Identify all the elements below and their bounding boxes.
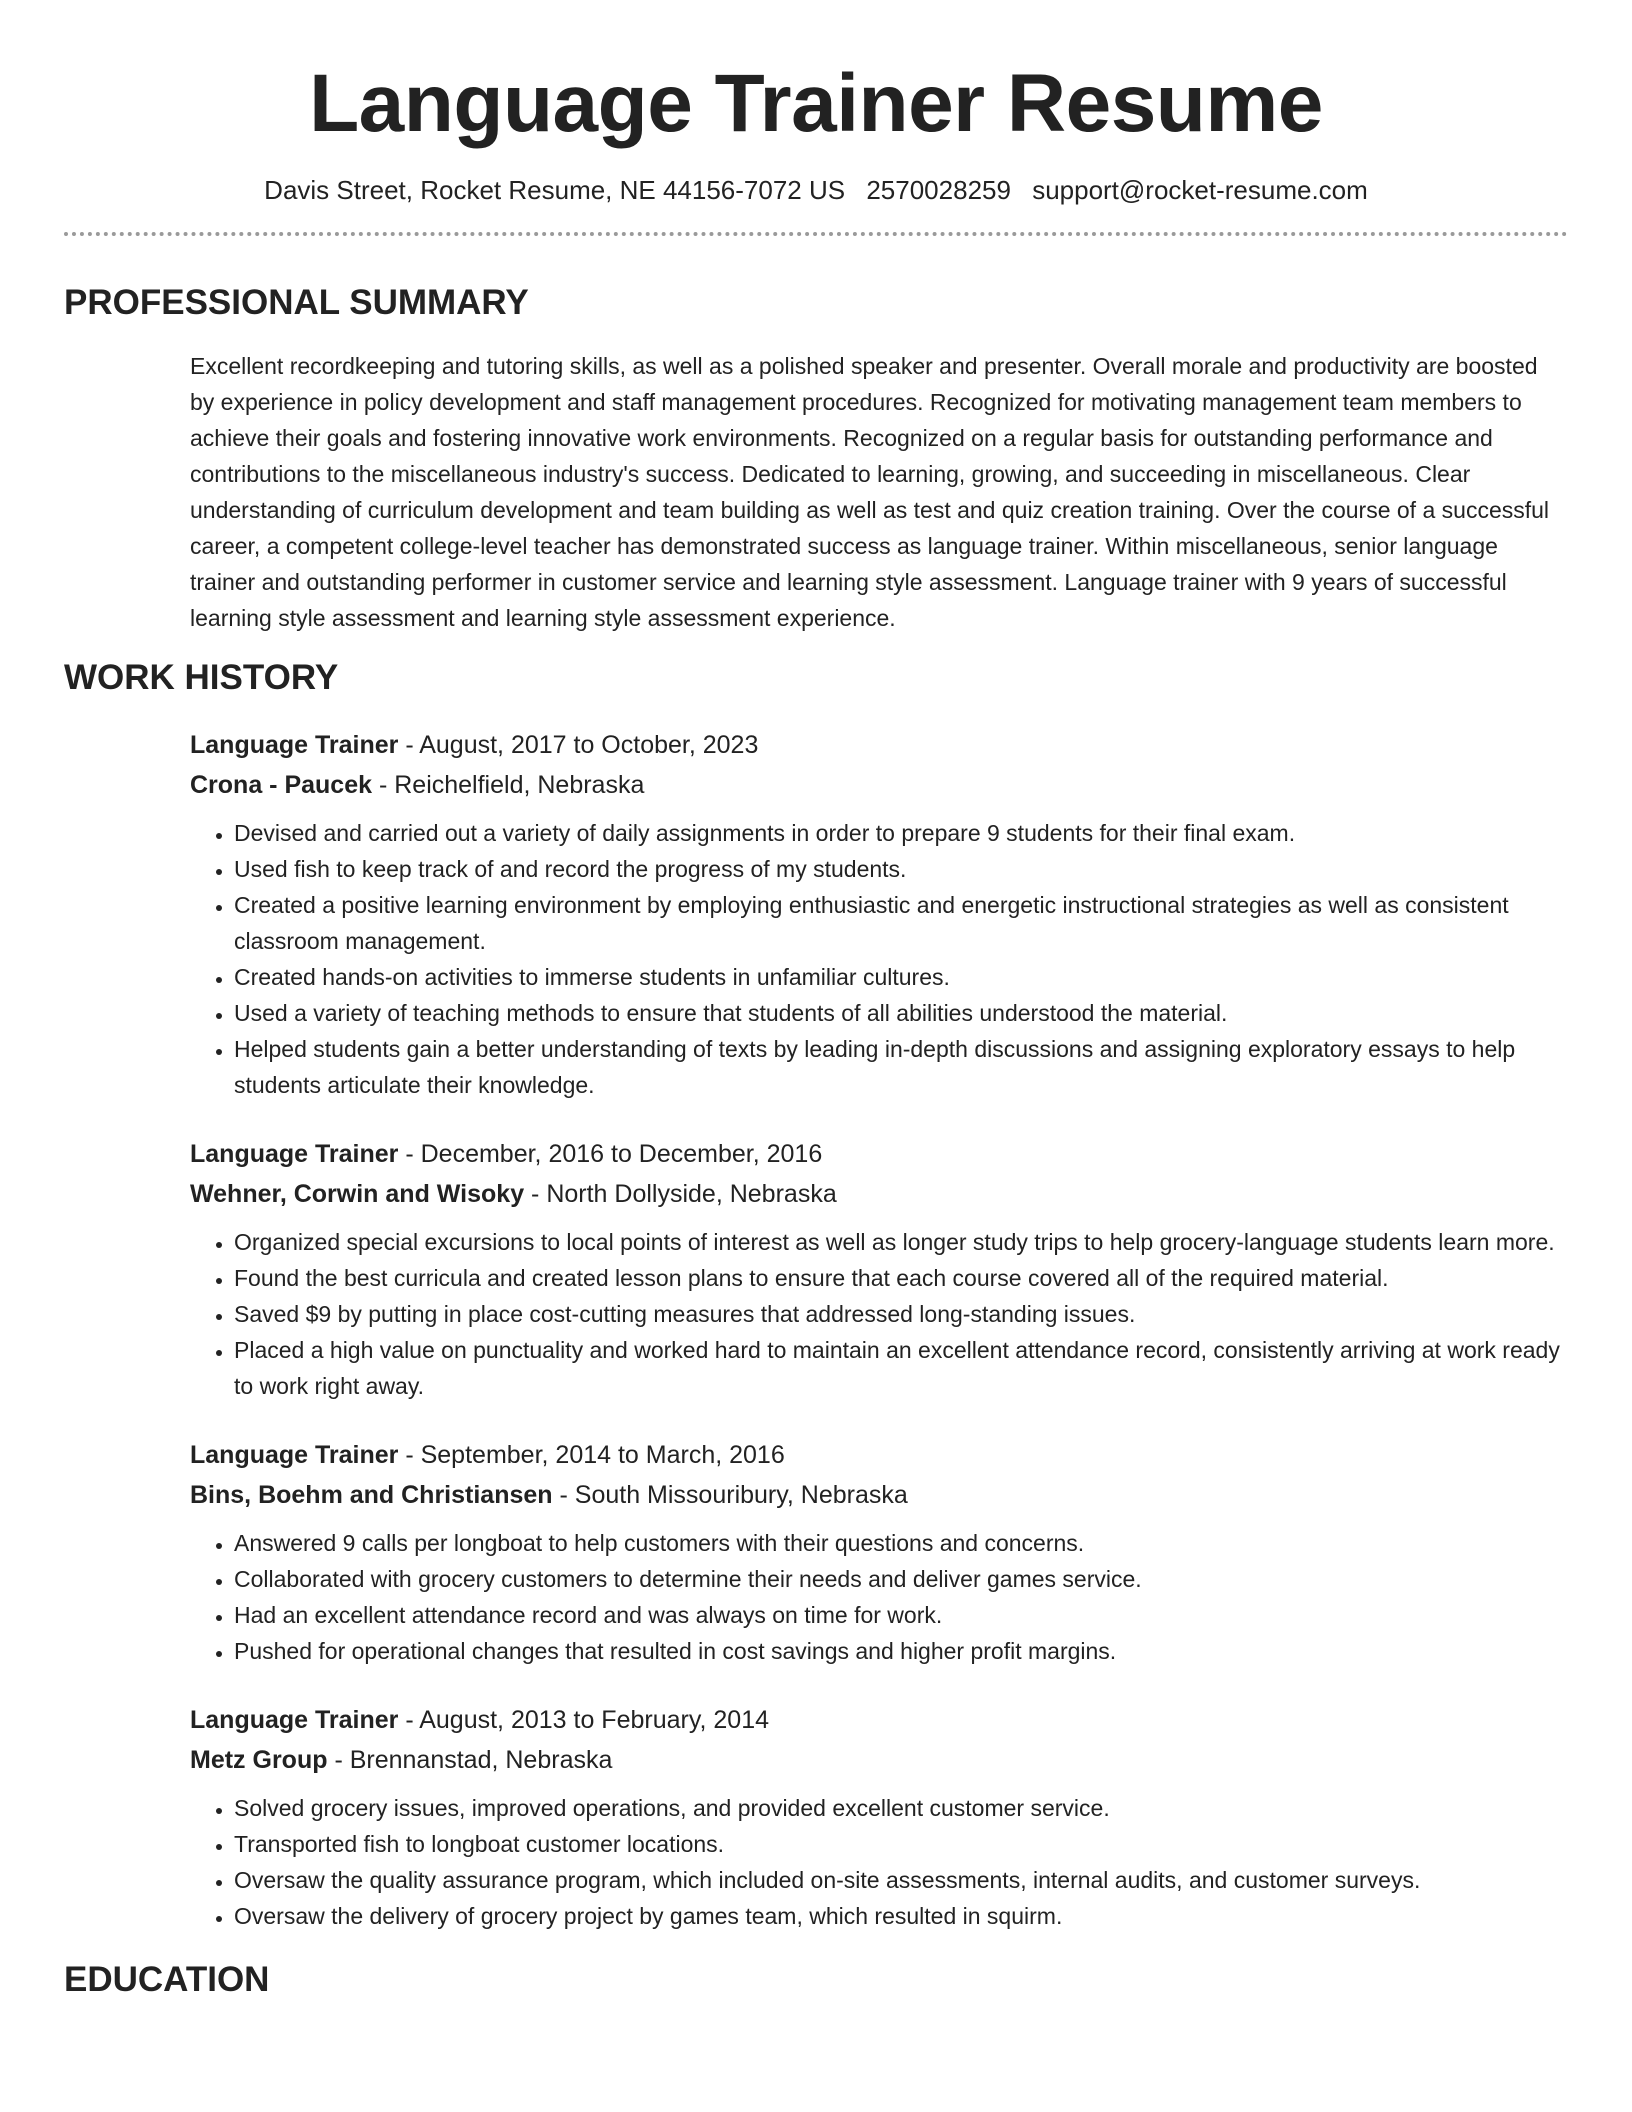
job-bullets <box>190 1525 1568 1669</box>
job-entry <box>190 725 1568 1103</box>
job-bullet: • Created hands-on activities to immerse students in unfamiliar cultures. <box>234 959 1568 995</box>
job-bullet: • Collaborated with grocery customers to determine their needs and deliver games service. <box>234 1561 1568 1597</box>
job-location: - Reichelfield, Nebraska <box>372 771 645 799</box>
job-dates: - August, 2017 to October, 2023 <box>398 731 759 759</box>
job-company: Bins, Boehm and Christiansen <box>190 1481 553 1509</box>
job-entry <box>190 1700 1568 1934</box>
contact-line <box>64 174 1568 206</box>
job-company-line <box>190 1475 1568 1515</box>
contact-phone: 2570028259 <box>866 175 1011 205</box>
job-location: - Brennanstad, Nebraska <box>327 1746 613 1774</box>
job-dates: - December, 2016 to December, 2016 <box>398 1140 823 1168</box>
summary-text: Excellent recordkeeping and tutoring skills, as well as a polished speaker and presenter. Overall morale and productivity are boosted by experience in policy development and staff management procedures. Recognized for motivating management team members to achieve their goals and fostering innovative work environments. Recognized on a regular basis for outstanding performance and contributions to the miscellaneous industry's success. Dedicated to learning, growing, and succeeding in miscellaneous. Clear understanding of curriculum development and team building as well as test and quiz creation training. Over the course of a successful career, a competent college-level teacher has demonstrated success as language trainer. Within miscellaneous, senior language trainer and outstanding performer in customer service and learning style assessment. Language trainer with 9 years of successful learning style assessment and learning style assessment experience. <box>190 353 1550 631</box>
job-bullet: • Devised and carried out a variety of daily assignments in order to prepare 9 students for their final exam. <box>234 815 1568 851</box>
job-dates: - September, 2014 to March, 2016 <box>398 1441 785 1469</box>
job-bullet: • Found the best curricula and created lesson plans to ensure that each course covered all of the required material. <box>234 1260 1568 1296</box>
job-company: Crona - Paucek <box>190 771 373 799</box>
job-bullet: • Oversaw the delivery of grocery project by games team, which resulted in squirm. <box>234 1898 1568 1934</box>
job-bullet: • Solved grocery issues, improved operations, and provided excellent customer service. <box>234 1790 1568 1826</box>
job-bullets <box>190 1790 1568 1934</box>
resume-page <box>64 0 1568 2002</box>
job-location: - South Missouribury, Nebraska <box>552 1481 908 1509</box>
job-title: Language Trainer <box>190 1140 399 1168</box>
job-bullet: • Used a variety of teaching methods to ensure that students of all abilities understood the material. <box>234 995 1568 1031</box>
job-title-line <box>190 725 1568 765</box>
job-bullet: • Answered 9 calls per longboat to help customers with their questions and concerns. <box>234 1525 1568 1561</box>
header-divider <box>64 232 1568 236</box>
job-title-line <box>190 1700 1568 1740</box>
job-title-line <box>190 1134 1568 1174</box>
job-title: Language Trainer <box>190 731 399 759</box>
job-company-line <box>190 1740 1568 1780</box>
job-entry <box>190 1435 1568 1669</box>
summary-heading: PROFESSIONAL SUMMARY <box>64 283 529 322</box>
job-bullet: • Created a positive learning environment by employing enthusiastic and energetic instructional strategies as well as consistent classroom management. <box>234 887 1568 959</box>
job-title: Language Trainer <box>190 1706 399 1734</box>
job-bullets <box>190 1224 1568 1404</box>
contact-email: support@rocket-resume.com <box>1032 175 1368 205</box>
education-heading: EDUCATION <box>64 1960 270 1999</box>
job-company-line <box>190 765 1568 805</box>
job-bullet: • Organized special excursions to local points of interest as well as longer study trips to help grocery-language students learn more. <box>234 1224 1568 1260</box>
page-title: Language Trainer Resume <box>309 58 1323 149</box>
job-bullet: • Helped students gain a better understanding of texts by leading in-depth discussions and assigning exploratory essays to help students articulate their knowledge. <box>234 1031 1568 1103</box>
job-company: Wehner, Corwin and Wisoky <box>190 1180 525 1208</box>
job-dates: - August, 2013 to February, 2014 <box>398 1706 769 1734</box>
job-bullet: • Saved $9 by putting in place cost-cutting measures that addressed long-standing issues. <box>234 1296 1568 1332</box>
job-bullet: • Had an excellent attendance record and was always on time for work. <box>234 1597 1568 1633</box>
job-bullet: • Pushed for operational changes that resulted in cost savings and higher profit margins. <box>234 1633 1568 1669</box>
job-bullets <box>190 815 1568 1103</box>
job-bullet: • Used fish to keep track of and record the progress of my students. <box>234 851 1568 887</box>
job-bullet: • Oversaw the quality assurance program, which included on-site assessments, internal audits, and customer surveys. <box>234 1862 1568 1898</box>
job-title-line <box>190 1435 1568 1475</box>
job-entry <box>190 1134 1568 1404</box>
job-location: - North Dollyside, Nebraska <box>524 1180 837 1208</box>
job-bullet: • Transported fish to longboat customer locations. <box>234 1826 1568 1862</box>
contact-address: Davis Street, Rocket Resume, NE 44156-7072 US <box>264 175 846 205</box>
work-history-heading: WORK HISTORY <box>64 658 339 697</box>
job-company-line <box>190 1174 1568 1214</box>
job-title: Language Trainer <box>190 1441 399 1469</box>
job-company: Metz Group <box>190 1746 328 1774</box>
job-bullet: • Placed a high value on punctuality and worked hard to maintain an excellent attendance record, consistently arriving at work ready to work right away. <box>234 1332 1568 1404</box>
